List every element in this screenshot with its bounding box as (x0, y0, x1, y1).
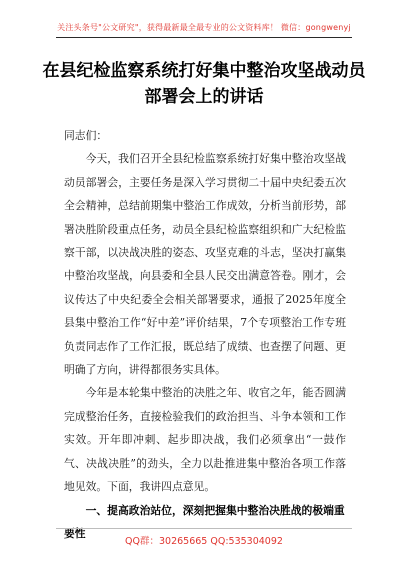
salutation: 同志们： (64, 129, 108, 142)
footer-contact: QQ群：30265665 QQ:535304092 (125, 536, 283, 547)
document-title: 在县纪检监察系统打好集中整治攻坚战动员部署会上的讲话 (42, 61, 366, 107)
section-heading-1: 一、提高政治站位，深刻把握集中整治决胜战的极端重要性 (64, 503, 345, 540)
body-paragraph-2: 今年是本轮集中整治的决胜之年、收官之年，能否圆满完成整治任务，直接检验我们的政治担当、斗争本领和工作实效。开年即冲刺、起步即决战，我们必须拿出“一鼓作气、决战决胜”的劲头，全力以赴推进集中整治各项工作落地见效。下面，我讲四点意见。 (64, 386, 346, 494)
footer-divider (56, 528, 352, 529)
header-divider (56, 37, 352, 38)
header-promo-note: 关注头条号"公文研究"，获得最新最全最专业的公文资料库！ 微信：gongwenyj (57, 23, 351, 32)
document-body (64, 124, 346, 545)
body-paragraph-1: 今天，我们召开全县纪检监察系统打好集中整治攻坚战动员部署会，主要任务是深入学习贯彻二十届中央纪委五次全会精神，总结前期集中整治工作成效，分析当前形势，部署决胜阶段重点任务，动员全县纪检监察组织和广大纪检监察干部，以决战决胜的姿态、攻坚克难的斗志，坚决打赢集中整治攻坚战，向县委和全县人民交出满意答卷。刚才，会议传达了中央纪委全会相关部署要求，通报了2025年度全县集中整治工作“好中差”评价结果，7个专项整治工作专班负责同志作了工作汇报，既总结了成绩、也查摆了问题、更明确了方向，讲得都很务实具体。 (64, 152, 346, 377)
